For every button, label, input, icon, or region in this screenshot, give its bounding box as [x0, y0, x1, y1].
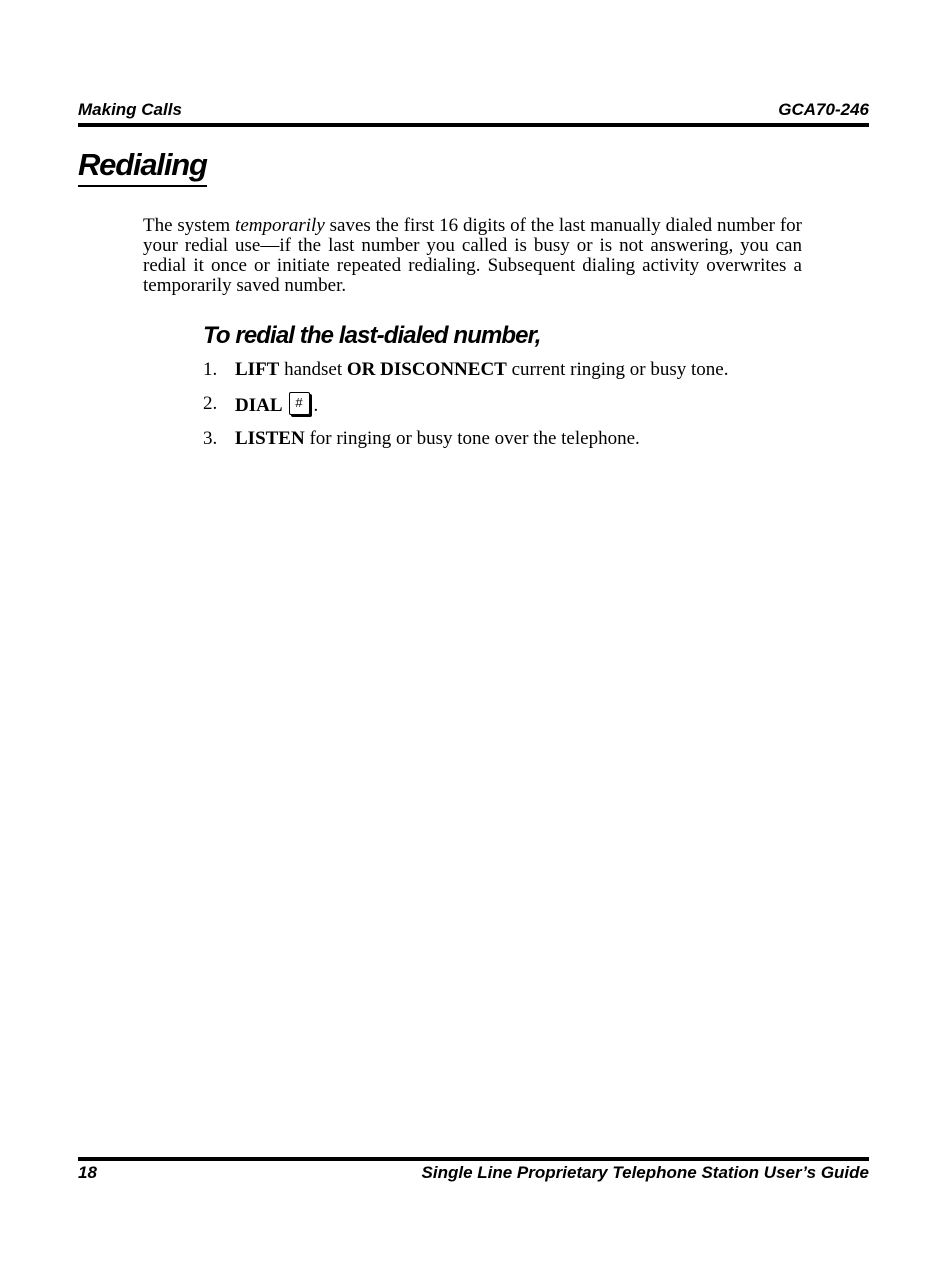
section-title: Redialing: [78, 146, 207, 187]
pound-key-icon: #: [289, 392, 310, 415]
intro-text-start: The system: [143, 215, 236, 236]
footer-doc-title: Single Line Proprietary Telephone Station User’s Guide: [421, 1163, 869, 1182]
step-number: 2.: [203, 393, 218, 414]
intro-paragraph: [143, 216, 802, 296]
page-footer: [78, 1162, 869, 1184]
step-item: [203, 392, 823, 416]
page-header: [78, 99, 869, 121]
intro-emphasis: temporarily: [235, 215, 325, 236]
footer-rule: [78, 1157, 869, 1161]
step-action: LIFT: [235, 359, 280, 380]
step-text-end: .: [313, 395, 319, 416]
step-item: [203, 358, 823, 382]
step-action: LISTEN: [235, 428, 305, 449]
step-action-alt: OR DISCONNECT: [346, 359, 507, 380]
procedure-heading: To redial the last-dialed number,: [203, 322, 541, 349]
page-number: 18: [78, 1163, 97, 1182]
intro-text-end: saves the first 16 digits of the last manually dialed number for your redial use—if the last number you called is busy or is not answering, you can redial it once or initiate repeated redialing. Subsequent dialing activity overwrites a temporarily saved number.: [143, 215, 802, 296]
step-text: for ringing or busy tone over the telephone.: [304, 428, 640, 449]
step-item: [203, 427, 823, 451]
step-action: DIAL: [235, 395, 283, 416]
step-text: handset: [279, 359, 347, 380]
procedure-steps: [203, 358, 823, 451]
header-section-name: Making Calls: [78, 100, 182, 119]
step-text-end: current ringing or busy tone.: [506, 359, 729, 380]
header-rule: [78, 123, 869, 127]
header-doc-code: GCA70-246: [778, 100, 869, 119]
step-number: 1.: [203, 359, 218, 380]
step-number: 3.: [203, 428, 218, 449]
